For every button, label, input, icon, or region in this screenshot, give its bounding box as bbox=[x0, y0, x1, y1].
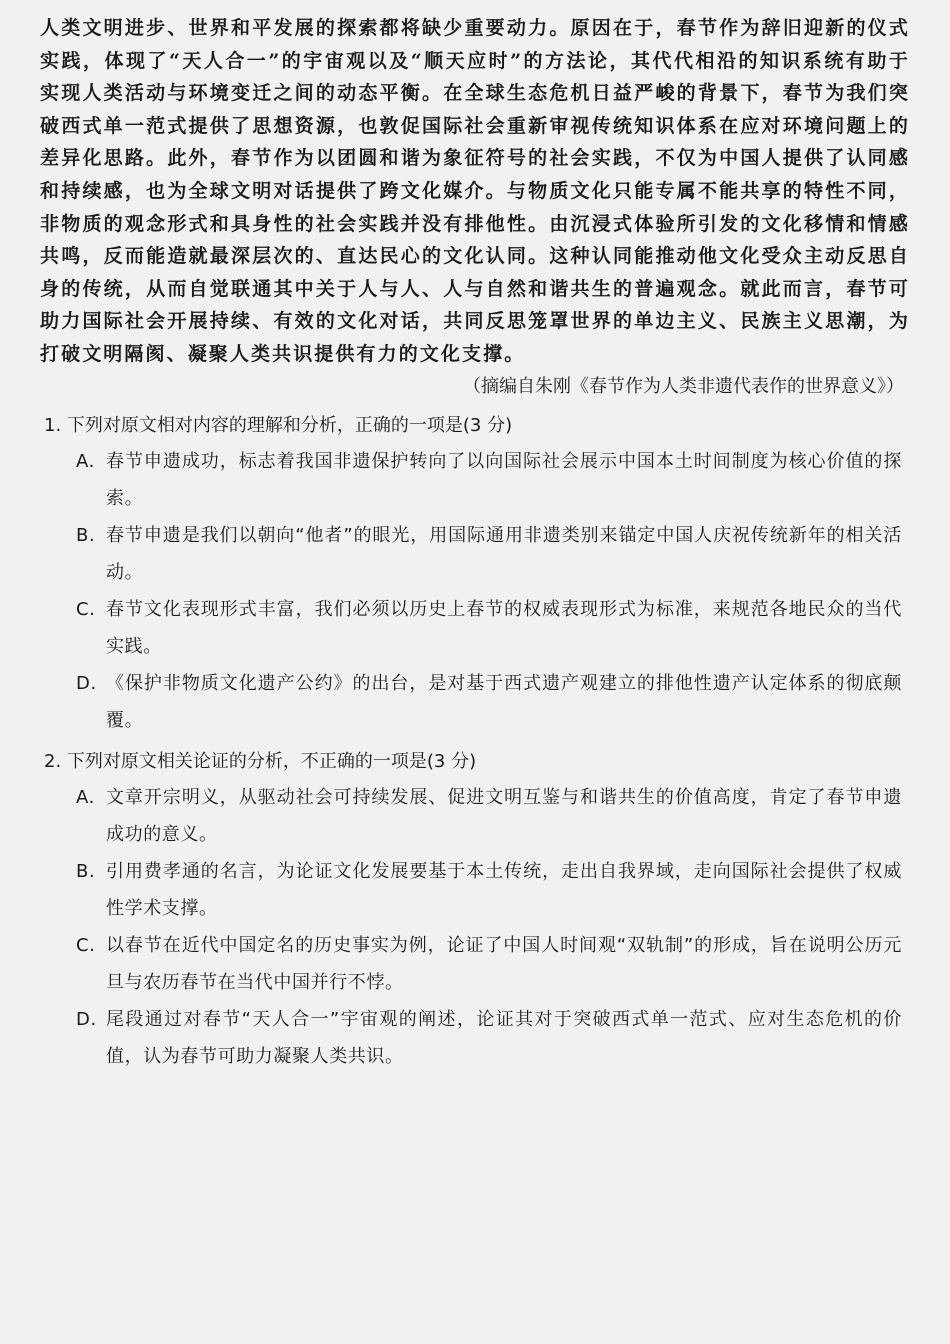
option-letter: C. bbox=[76, 598, 96, 620]
question-1 bbox=[40, 409, 910, 739]
option-a bbox=[76, 779, 910, 853]
passage-paragraph: 人类文明进步、世界和平发展的探索都将缺少重要动力。原因在于，春节作为辞旧迎新的仪式实践，体现了“天人合一”的宇宙观以及“顺天应时”的方法论，其代代相沿的知识系统有助于实现人类活动与环境变迁之间的动态平衡。在全球生态危机日益严峻的背景下，春节为我们突破西式单一范式提供了思想资源，也敦促国际社会重新审视传统知识体系在应对环境问题上的差异化思路。此外，春节作为以团圆和谐为象征符号的社会实践，不仅为中国人提供了认同感和持续感，也为全球文明对话提供了跨文化媒介。与物质文化只能专属不能共享的特性不同，非物质的观念形式和具身性的社会实践并没有排他性。由沉浸式体验所引发的文化移情和情感共鸣，反而能造就最深层次的、直达民心的文化认同。这种认同能推动他文化受众主动反思自身的传统，从而自觉联通其中关于人与人、人与自然和谐共生的普遍观念。就此而言，春节可助力国际社会开展持续、有效的文化对话，共同反思笼罩世界的单边主义、民族主义思潮，为打破文明隔阂、凝聚人类共识提供有力的文化支撑。 bbox=[40, 17, 910, 365]
option-c bbox=[76, 927, 910, 1001]
option-text: 春节申遗成功，标志着我国非遗保护转向了以向国际社会展示中国本土时间制度为核心价值的探索。 bbox=[106, 450, 902, 509]
option-text: 春节文化表现形式丰富，我们必须以历史上春节的权威表现形式为标准，来规范各地民众的当代实践。 bbox=[106, 598, 902, 657]
option-letter: C. bbox=[76, 934, 96, 956]
option-text: 以春节在近代中国定名的历史事实为例，论证了中国人时间观“双轨制”的形成，旨在说明公历元旦与农历春节在当代中国并行不悖。 bbox=[106, 934, 902, 993]
option-d bbox=[76, 1001, 910, 1075]
passage-source: （摘编自朱刚《春节作为人类非遗代表作的世界意义》） bbox=[463, 375, 904, 397]
option-d bbox=[76, 665, 910, 739]
option-c bbox=[76, 591, 910, 665]
question-2 bbox=[40, 745, 910, 1075]
question-stem: 2. 下列对原文相关论证的分析，不正确的一项是(3 分) bbox=[44, 750, 477, 772]
option-text: 尾段通过对春节“天人合一”宇宙观的阐述，论证其对于突破西式单一范式、应对生态危机的价值，认为春节可助力凝聚人类共识。 bbox=[106, 1008, 902, 1067]
option-b bbox=[76, 853, 910, 927]
option-text: 引用费孝通的名言，为论证文化发展要基于本土传统，走出自我界域，走向国际社会提供了权威性学术支撑。 bbox=[106, 860, 902, 919]
option-text: 文章开宗明义，从驱动社会可持续发展、促进文明互鉴与和谐共生的价值高度，肯定了春节申遗成功的意义。 bbox=[106, 786, 902, 845]
option-b bbox=[76, 517, 910, 591]
option-letter: D. bbox=[76, 672, 97, 694]
option-letter: A. bbox=[76, 450, 95, 472]
question-stem: 1. 下列对原文相对内容的理解和分析，正确的一项是(3 分) bbox=[44, 414, 513, 436]
reading-passage bbox=[40, 12, 910, 371]
option-text: 《保护非物质文化遗产公约》的出台，是对基于西式遗产观建立的排他性遗产认定体系的彻底颠覆。 bbox=[106, 672, 902, 731]
option-letter: D. bbox=[76, 1008, 97, 1030]
option-a bbox=[76, 443, 910, 517]
option-letter: B. bbox=[76, 860, 96, 882]
option-text: 春节申遗是我们以朝向“他者”的眼光，用国际通用非遗类别来锚定中国人庆祝传统新年的相关活动。 bbox=[106, 524, 902, 583]
option-letter: A. bbox=[76, 786, 95, 808]
option-letter: B. bbox=[76, 524, 96, 546]
